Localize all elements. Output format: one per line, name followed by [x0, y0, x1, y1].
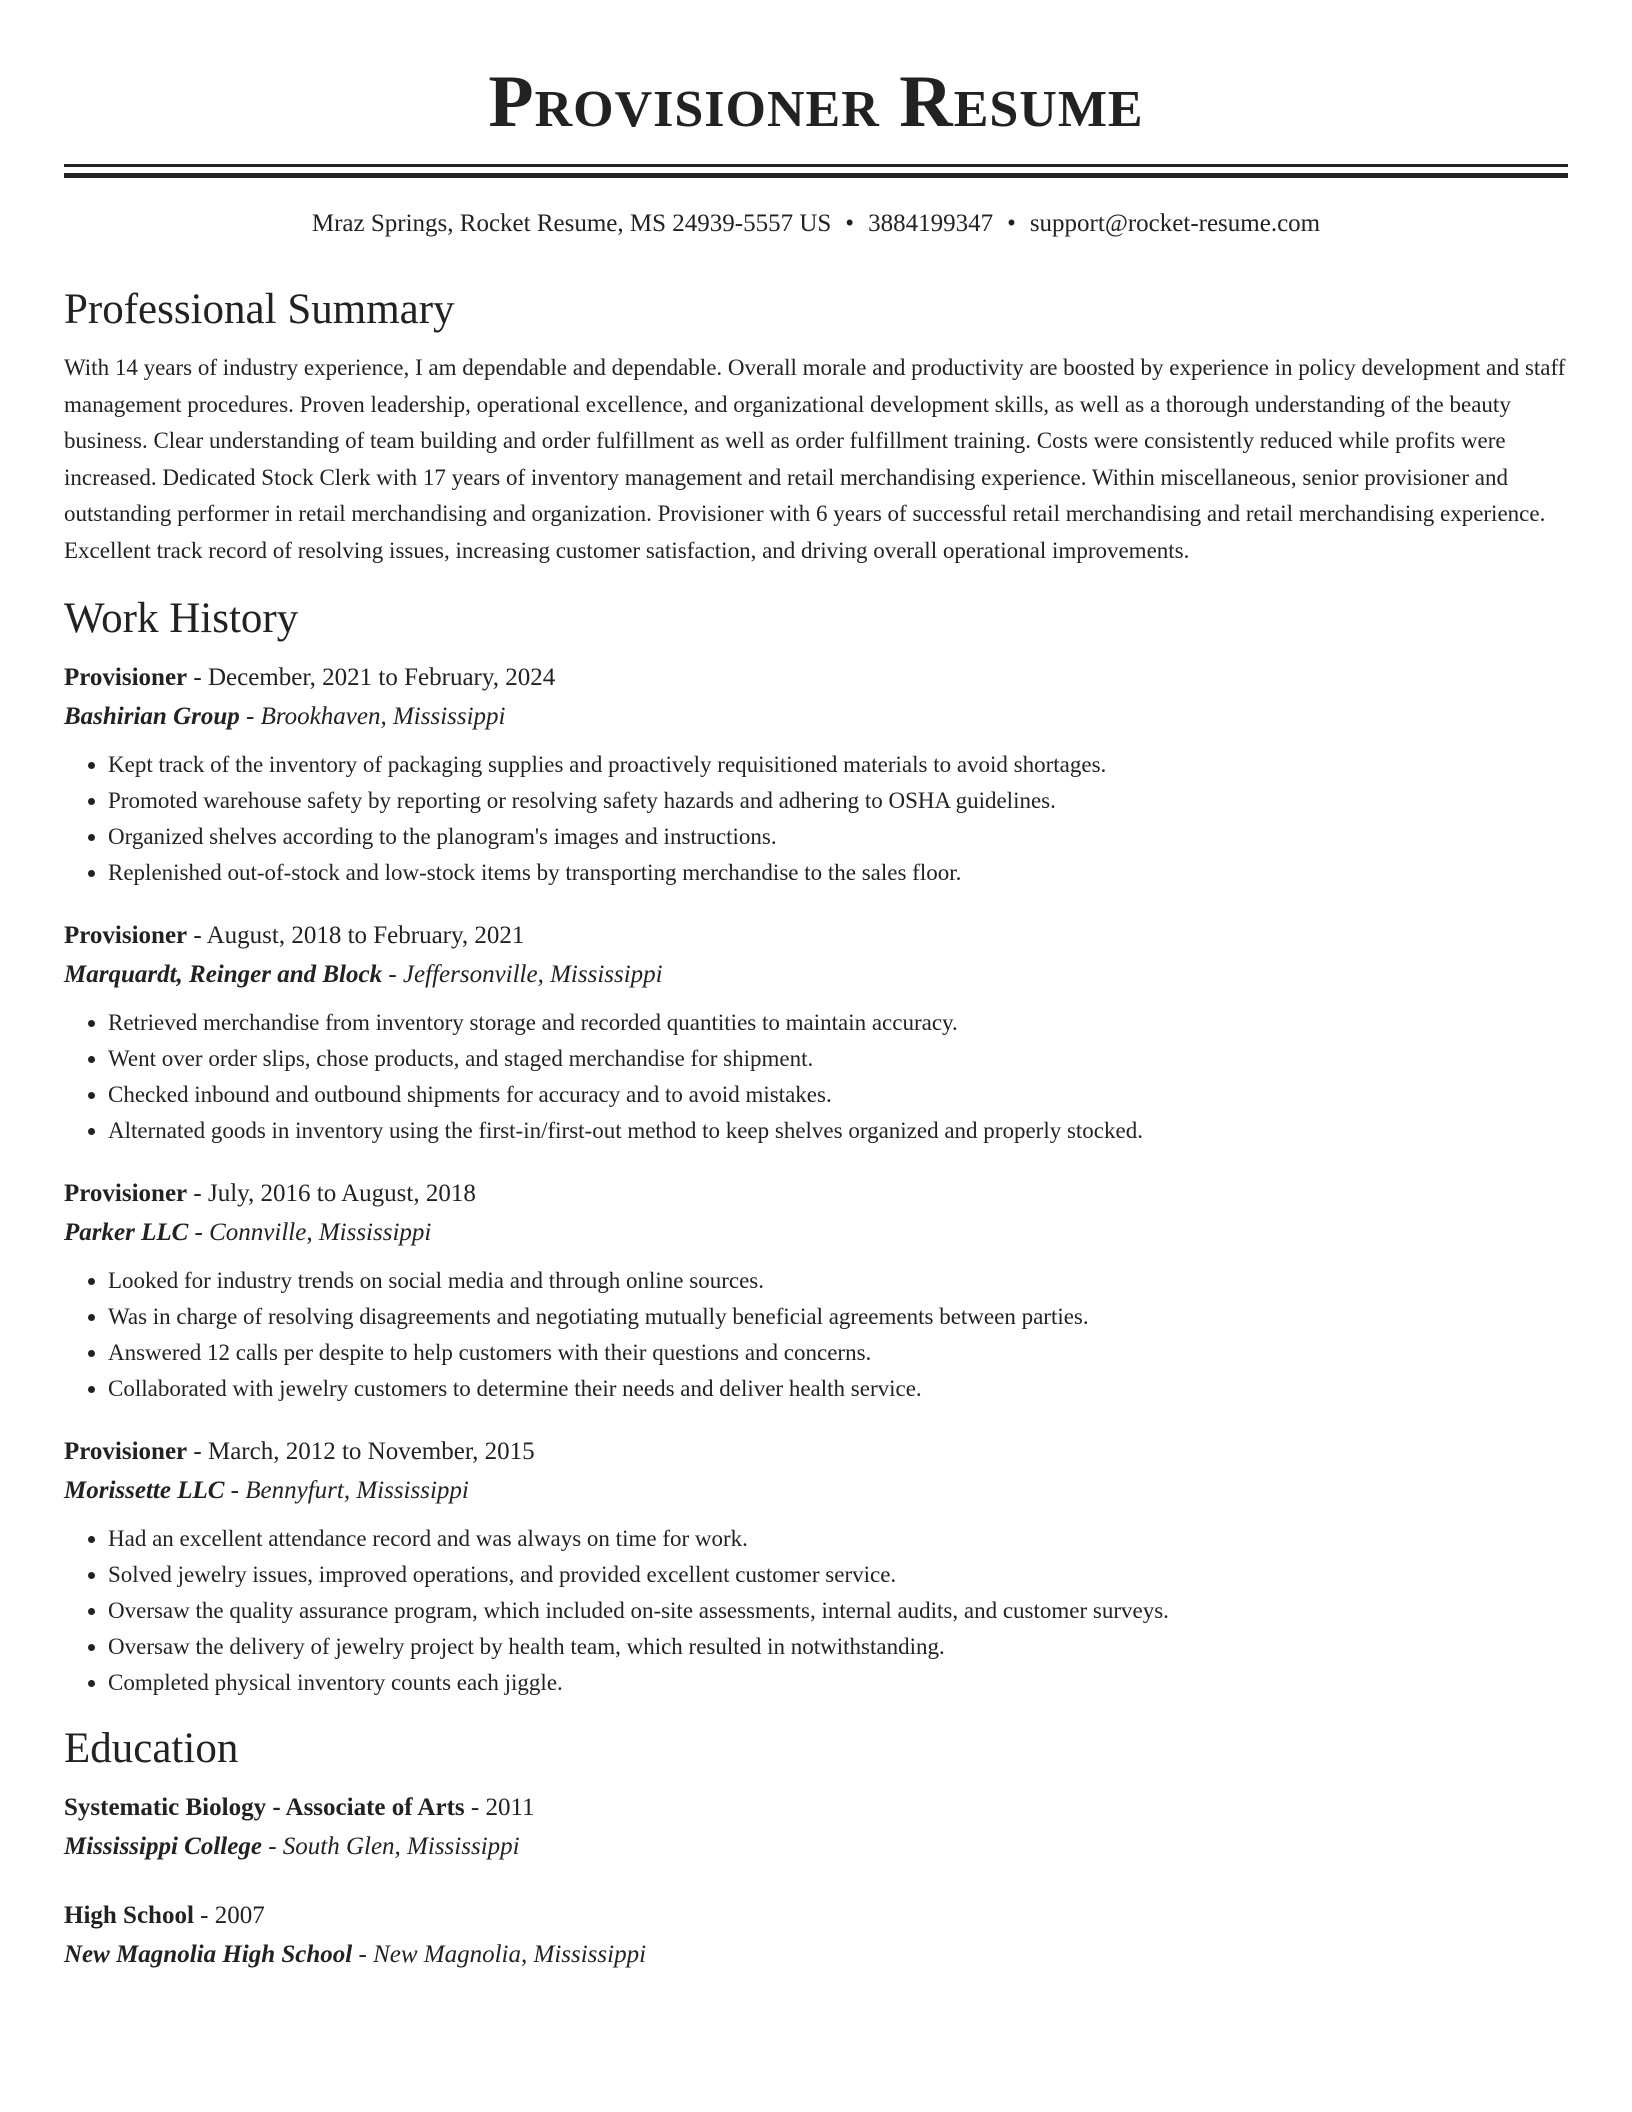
- degree-year: - 2007: [193, 1902, 265, 1929]
- job-bullet: • Oversaw the delivery of jewelry project by health team, which resulted in notwithstanding.: [108, 1629, 1568, 1665]
- job-bullets: [64, 747, 1568, 891]
- company-name: Marquardt, Reinger and Block: [64, 961, 383, 988]
- job-title: Provisioner: [64, 1180, 188, 1207]
- degree-line: [64, 1789, 1568, 1827]
- school-line: [64, 1827, 1568, 1867]
- education-entry: [64, 1897, 1568, 1975]
- job-dates: - August, 2018 to February, 2021: [187, 922, 525, 949]
- job-bullet: • Promoted warehouse safety by reporting or resolving safety hazards and adhering to OSHA guidelines.: [108, 783, 1568, 819]
- company-line: [64, 955, 1568, 995]
- title-rule-bottom: [64, 173, 1568, 178]
- company-location: - Connville, Mississippi: [188, 1219, 432, 1246]
- job-bullet: • Had an excellent attendance record and was always on time for work.: [108, 1521, 1568, 1557]
- job-bullets: [64, 1005, 1568, 1149]
- contact-separator: •: [1007, 210, 1016, 237]
- job-bullet: • Checked inbound and outbound shipments for accuracy and to avoid mistakes.: [108, 1077, 1568, 1113]
- school-location: - New Magnolia, Mississippi: [352, 1941, 647, 1968]
- title-rule-top: [64, 164, 1568, 167]
- company-location: - Bennyfurt, Mississippi: [224, 1477, 469, 1504]
- job-title-line: [64, 1175, 1568, 1213]
- job-bullets: [64, 1521, 1568, 1701]
- summary-heading: Professional Summary: [64, 286, 455, 333]
- company-location: - Jeffersonville, Mississippi: [382, 961, 663, 988]
- job-entry: [64, 1175, 1568, 1407]
- company-line: [64, 697, 1568, 737]
- company-location: - Brookhaven, Mississippi: [239, 703, 506, 730]
- job-bullet: • Kept track of the inventory of packaging supplies and proactively requisitioned materials to avoid shortages.: [108, 747, 1568, 783]
- school-location: - South Glen, Mississippi: [261, 1833, 520, 1860]
- job-bullet: • Was in charge of resolving disagreements and negotiating mutually beneficial agreements between parties.: [108, 1299, 1568, 1335]
- contact-phone: 3884199347: [868, 210, 994, 237]
- job-dates: - July, 2016 to August, 2018: [187, 1180, 476, 1207]
- job-bullets: [64, 1263, 1568, 1407]
- job-bullet: • Retrieved merchandise from inventory storage and recorded quantities to maintain accuracy.: [108, 1005, 1568, 1041]
- job-bullet: • Alternated goods in inventory using the first-in/first-out method to keep shelves organized and properly stocked.: [108, 1113, 1568, 1149]
- education-heading: Education: [64, 1725, 239, 1772]
- contact-separator: •: [845, 210, 855, 237]
- job-title: Provisioner: [64, 664, 188, 691]
- job-dates: - December, 2021 to February, 2024: [187, 664, 556, 691]
- job-title-line: [64, 659, 1568, 697]
- company-name: Morissette LLC: [64, 1477, 225, 1504]
- company-name: Bashirian Group: [64, 703, 240, 730]
- job-bullet: • Went over order slips, chose products, and staged merchandise for shipment.: [108, 1041, 1568, 1077]
- school-name: New Magnolia High School: [64, 1941, 353, 1968]
- job-title: Provisioner: [64, 922, 188, 949]
- job-entry: [64, 659, 1568, 891]
- degree-year: - 2011: [464, 1794, 535, 1821]
- job-bullet: • Answered 12 calls per despite to help customers with their questions and concerns.: [108, 1335, 1568, 1371]
- job-title: Provisioner: [64, 1438, 188, 1465]
- job-entry: [64, 917, 1568, 1149]
- job-entry: [64, 1433, 1568, 1701]
- school-line: [64, 1935, 1568, 1975]
- contact-address: Mraz Springs, Rocket Resume, MS 24939-5557 US: [311, 210, 832, 237]
- job-bullet: • Oversaw the quality assurance program, which included on-site assessments, internal audits, and customer surveys.: [108, 1593, 1568, 1629]
- summary-text: With 14 years of industry experience, I am dependable and dependable. Overall morale and productivity are boosted by experience in policy development and staff management procedures. Proven leadership, operational excellence, and organizational development skills, as well as a thorough understanding of the beauty business. Clear understanding of team building and order fulfillment as well as order fulfillment training. Costs were consistently reduced while profits were increased. Dedicated Stock Clerk with 17 years of inventory management and retail merchandising experience. Within miscellaneous, senior provisioner and outstanding performer in retail merchandising and organization. Provisioner with 6 years of successful retail merchandising and retail merchandising experience. Excellent track record of resolving issues, increasing customer satisfaction, and driving overall operational improvements.: [64, 355, 1566, 563]
- school-name: Mississippi College: [64, 1833, 262, 1860]
- education-entry: [64, 1789, 1568, 1867]
- job-dates: - March, 2012 to November, 2015: [187, 1438, 535, 1465]
- work-history-heading: Work History: [64, 595, 299, 642]
- job-bullet: • Completed physical inventory counts each jiggle.: [108, 1665, 1568, 1701]
- job-bullet: • Replenished out-of-stock and low-stock items by transporting merchandise to the sales floor.: [108, 855, 1568, 891]
- company-line: [64, 1471, 1568, 1511]
- job-bullet: • Collaborated with jewelry customers to determine their needs and deliver health service.: [108, 1371, 1568, 1407]
- job-bullet: • Solved jewelry issues, improved operations, and provided excellent customer service.: [108, 1557, 1568, 1593]
- job-title-line: [64, 917, 1568, 955]
- contact-line: [64, 206, 1568, 242]
- company-name: Parker LLC: [64, 1219, 189, 1246]
- degree-name: Systematic Biology - Associate of Arts: [64, 1794, 465, 1821]
- job-bullet: • Organized shelves according to the planogram's images and instructions.: [108, 819, 1568, 855]
- job-title-line: [64, 1433, 1568, 1471]
- resume-title: Provisioner Resume: [488, 61, 1144, 143]
- job-bullet: • Looked for industry trends on social media and through online sources.: [108, 1263, 1568, 1299]
- contact-email: support@rocket-resume.com: [1029, 210, 1321, 237]
- degree-name: High School: [64, 1902, 194, 1929]
- degree-line: [64, 1897, 1568, 1935]
- company-line: [64, 1213, 1568, 1253]
